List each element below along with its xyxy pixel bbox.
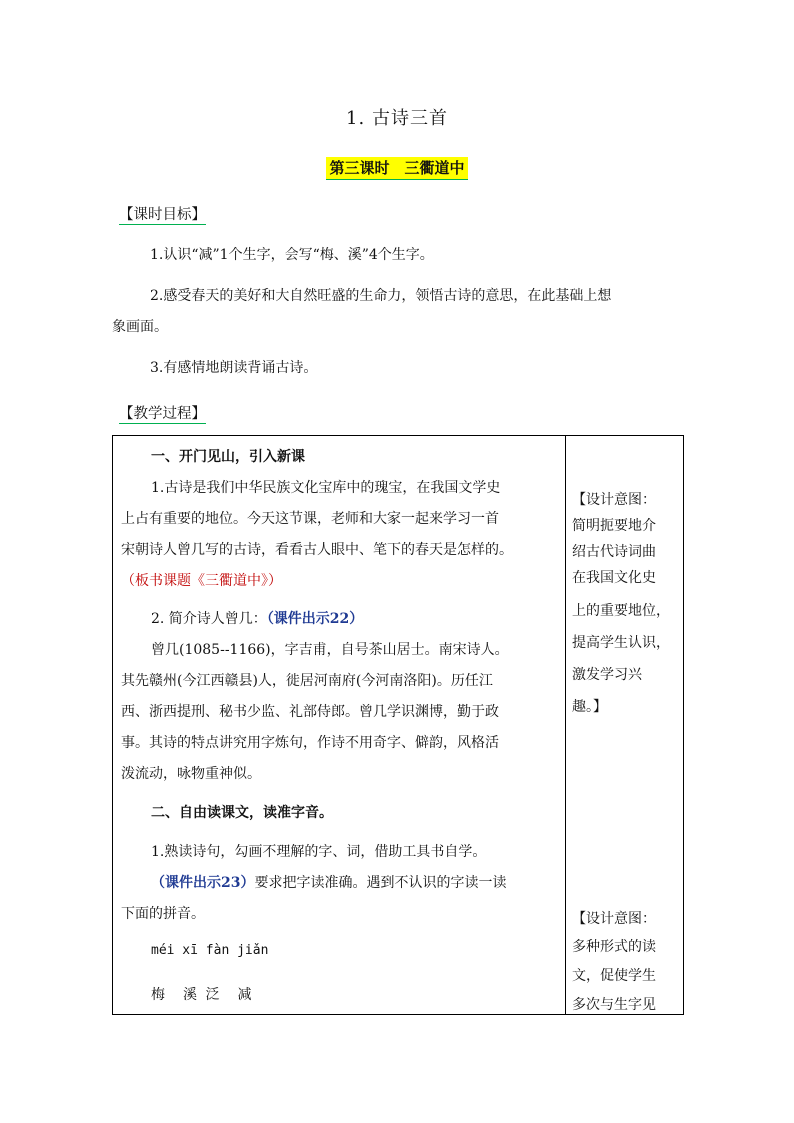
courseware-ref-23: （课件出示23） [151, 875, 255, 891]
process-table [112, 435, 684, 1015]
section-2-heading: 二、自由读课文，读准字音。 [151, 805, 333, 821]
bio-line-2: 其先赣州(今江西赣县)人，徙居河南府(今河南洛阳)。历任江 [121, 673, 493, 689]
goal-3: 3.有感情地朗读背诵古诗。 [150, 360, 318, 376]
p3-line-2: （课件出示23）要求把字读准确。遇到不认识的字读一读 [151, 875, 507, 891]
process-heading: 【教学过程】 [119, 406, 206, 422]
p1-board-note: （板书课题《三衢道中》） [121, 573, 282, 589]
pinyin-line: méi xī fàn jiǎn [151, 943, 269, 958]
p3-line-3: 下面的拼音。 [121, 906, 205, 922]
p1-line-2: 上占有重要的地位。今天这节课，老师和大家一起来学习一首 [121, 511, 499, 527]
subtitle-highlight: 第三课时 三衢道中 [326, 157, 467, 180]
process-side-cell [566, 436, 684, 1015]
goals-heading: 【课时目标】 [119, 207, 206, 223]
goal-2-cont: 象画面。 [112, 319, 168, 335]
lesson-subtitle [0, 157, 794, 178]
p1-line-1: 1.古诗是我们中华民族文化宝库中的瑰宝，在我国文学史 [151, 480, 501, 496]
design-note-1-line-2: 简明扼要地介 [572, 518, 656, 534]
bio-line-3: 西、浙西提刑、秘书少监、礼部侍郎。曾几学识渊博，勤于政 [121, 704, 499, 720]
p2-line: 2. 简介诗人曾几：（课件出示22） [151, 611, 364, 627]
design-note-2-line-2: 多种形式的读 [572, 939, 656, 955]
design-note-1-line-1: 【设计意图： [572, 492, 656, 508]
design-note-2-line-4: 多次与生字见 [572, 997, 656, 1013]
p1-line-3: 宋朝诗人曾几写的古诗，看看古人眼中、笔下的春天是怎样的。 [121, 542, 513, 558]
design-note-1-line-8: 趣。】 [572, 699, 607, 715]
goal-1: 1.认识“减”1个生字，会写“梅、溪”4个生字。 [150, 247, 434, 263]
section-1-heading: 一、开门见山，引入新课 [151, 449, 305, 465]
design-note-1-line-4: 在我国文化史 [572, 570, 656, 586]
goal-2: 2.感受春天的美好和大自然旺盛的生命力，领悟古诗的意思，在此基础上想 [150, 288, 612, 304]
process-main-cell [113, 436, 566, 1015]
design-note-1-line-3: 绍古代诗词曲 [572, 544, 656, 560]
design-note-2-line-1: 【设计意图： [572, 911, 656, 927]
page-title: 1. 古诗三首 [346, 108, 448, 129]
bio-line-4: 事。其诗的特点讲究用字炼句，作诗不用奇字、僻韵，风格活 [121, 735, 499, 751]
characters-line: 梅 溪 泛 减 [151, 987, 254, 1003]
bio-line-1: 曾几(1085--1166)，字吉甫，自号茶山居士。南宋诗人。 [151, 642, 509, 658]
design-note-1-line-7: 激发学习兴 [572, 667, 642, 683]
bio-line-5: 泼流动，咏物重神似。 [121, 766, 261, 782]
design-note-2-line-3: 文，促使学生 [572, 968, 656, 984]
design-note-1-line-5: 上的重要地位， [572, 603, 670, 619]
courseware-ref-22: （课件出示22） [266, 611, 364, 627]
p3-line-1: 1.熟读诗句，勾画不理解的字、词，借助工具书自学。 [151, 844, 487, 860]
design-note-1-line-6: 提高学生认识， [572, 635, 670, 651]
